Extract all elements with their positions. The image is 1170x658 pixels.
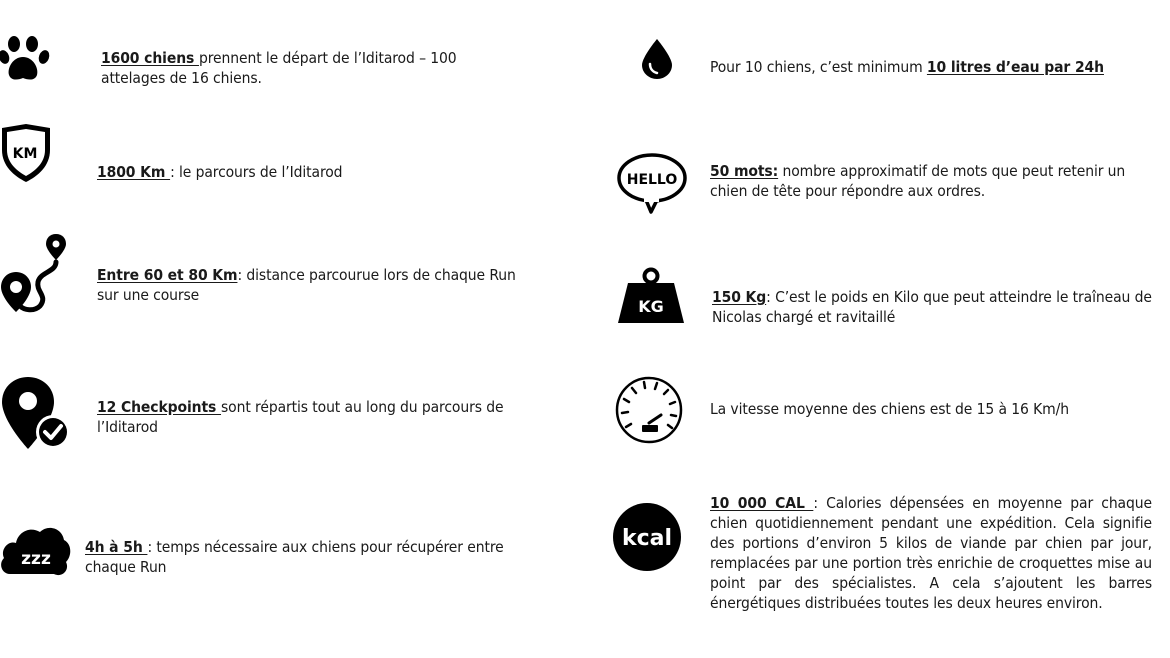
weight-kg-icon xyxy=(616,267,686,325)
weight-kg-label: KG xyxy=(638,297,664,316)
km-shield-label: KM xyxy=(12,146,38,162)
fact-sled-weight xyxy=(712,287,1157,327)
fact-words xyxy=(710,161,1155,201)
fact-highlight: 50 mots: xyxy=(710,162,779,180)
route-pin-icon xyxy=(0,232,68,314)
fact-water xyxy=(710,57,1150,77)
fact-highlight: 10 000 CAL xyxy=(710,494,814,512)
hello-bubble-label: HELLO xyxy=(626,172,678,188)
fact-highlight: Entre 60 et 80 Km xyxy=(97,266,238,284)
fact-text: : C’est le poids en Kilo que peut atteindre le traîneau de Nicolas chargé et ravitaillé xyxy=(712,288,1152,326)
fact-text: La vitesse moyenne des chiens est de 15 à 16 Km/h xyxy=(710,400,1069,418)
fact-dogs-start xyxy=(101,48,501,88)
hello-bubble-icon xyxy=(616,152,688,214)
kcal-icon xyxy=(612,502,682,572)
fact-highlight: 12 Checkpoints xyxy=(97,398,222,416)
fact-text: sont répartis tout au long du parcours de l’Iditarod xyxy=(97,398,504,436)
speedometer-icon xyxy=(614,375,684,445)
water-drop-icon xyxy=(640,38,674,80)
fact-checkpoints xyxy=(97,397,527,437)
fact-text: nombre approximatif de mots que peut retenir un chien de tête pour répondre aux ordres. xyxy=(710,162,1126,200)
fact-route-length xyxy=(97,162,497,182)
fact-recovery-time xyxy=(85,537,525,577)
fact-speed xyxy=(710,399,1155,419)
fact-highlight: 10 litres d’eau par 24h xyxy=(926,58,1104,76)
fact-run-distance xyxy=(97,265,537,305)
fact-highlight: 1800 Km xyxy=(97,163,171,181)
fact-text: Pour 10 chiens, c’est minimum xyxy=(710,58,927,76)
fact-text: : le parcours de l’Iditarod xyxy=(170,163,343,181)
fact-highlight: 150 Kg xyxy=(712,288,767,306)
paw-icon xyxy=(0,33,52,85)
km-shield-icon xyxy=(0,122,52,184)
sleep-cloud-icon xyxy=(0,518,72,582)
fact-text: : Calories dépensées en moyenne par chaque chien quotidiennement pendant une expédition. Cela signifie des portions d’environ 5 kilos de viande par chien par jour, remplacées par une portion très enrichie de croquettes mise au point par des spécialistes. A cela s’ajoutent les barres énergétiques distribuées toutes les deux heures environ. xyxy=(710,494,1152,612)
kcal-label: kcal xyxy=(621,526,673,551)
sleep-cloud-label: zzz xyxy=(21,549,51,569)
fact-text: : temps nécessaire aux chiens pour récupérer entre chaque Run xyxy=(85,538,504,576)
fact-text: prennent le départ de l’Iditarod – 100 attelages de 16 chiens. xyxy=(101,49,457,87)
fact-highlight: 1600 chiens xyxy=(101,49,199,67)
fact-text: : distance parcourue lors de chaque Run sur une course xyxy=(97,266,516,304)
fact-calories xyxy=(710,493,1152,613)
location-check-icon xyxy=(0,375,72,451)
fact-highlight: 4h à 5h xyxy=(85,538,148,556)
